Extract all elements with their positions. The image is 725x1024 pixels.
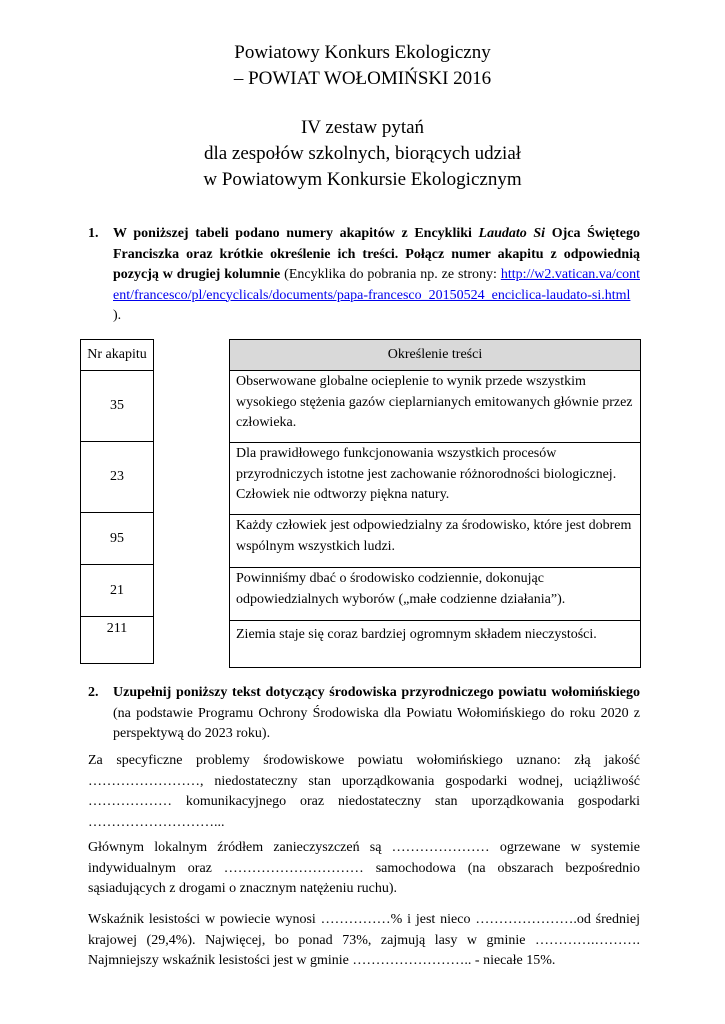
question-1-text	[113, 224, 640, 327]
paragraph-number-cell: 23	[81, 442, 154, 513]
question-1-italic: Laudato Si	[478, 226, 546, 241]
title-line-3: IV zestaw pytań	[300, 117, 425, 138]
question-1-end: ).	[113, 308, 122, 323]
paragraph-number-cell: 35	[81, 371, 154, 442]
fill-in-paragraph-3: Wskaźnik lesistości w powiecie wynosi ……………% i jest nieco ………………….od średniej krajowej (29,4%). Najwięcej, bo ponad 73%, zajmują lasy w gminie ………….………. Najmniejszy wskaźnik lesistości jest w gminie …………………….. - niecałe 15%.	[88, 912, 640, 968]
title-line-2: – POWIAT WOŁOMIŃSKI 2016	[233, 68, 492, 89]
question-1-bold-b: Ojca Świętego Franciszka oraz krótkie określenie ich treści. Połącz numer akapitu z odpowiednią pozycją w drugiej kolumnie	[113, 226, 640, 282]
content-description-cell: Każdy człowiek jest odpowiedzialny za środowisko, które jest dobrem wspólnym wszystkich ludzi.	[230, 515, 641, 568]
question-2-number: 2.	[88, 685, 99, 700]
content-description-header: Określenie treści	[230, 340, 641, 371]
paragraph-number-header: Nr akapitu	[81, 340, 154, 371]
content-description-cell: Dla prawidłowego funkcjonowania wszystkich procesów przyrodniczych istotne jest zachowanie różnorodności biologicznej. Człowiek nie odtworzy piękna natury.	[230, 443, 641, 515]
contest-title	[0, 40, 725, 92]
question-2-text	[113, 683, 640, 745]
paragraph-number-cell: 95	[81, 513, 154, 565]
title-line-4: dla zespołów szkolnych, biorących udział	[203, 143, 522, 164]
content-description-cell: Powinniśmy dbać o środowisko codziennie, dokonując odpowiedzialnych wyborów („małe codzienne działania”).	[230, 568, 641, 621]
question-1-normal: (Encyklika do pobrania np. ze strony:	[280, 267, 501, 282]
question-2-normal: (na podstawie Programu Ochrony Środowiska dla Powiatu Wołomińskiego do roku 2020 z perspektywą do 2023 roku).	[113, 705, 640, 741]
fill-in-paragraph-2: Głównym lokalnym źródłem zanieczyszczeń są ………………… ogrzewane w systemie indywidualnym oraz ………………………… samochodowa (na obszarach bezpośrednio sąsiadujących z drogami o znacznym natężeniu ruchu).	[88, 840, 640, 896]
encyclical-link[interactable]: http://w2.vatican.va/content/francesco/pl/encyclicals/documents/papa-francesco_20150524_enciclica-laudato-si.html	[113, 267, 640, 303]
title-line-5: w Powiatowym Konkursie Ekologicznym	[203, 169, 522, 190]
paragraph-number-cell: 211	[81, 617, 154, 664]
content-description-cell: Obserwowane globalne ocieplenie to wynik przede wszystkim wysokiego stężenia gazów cieplarnianych emitowanych głównie przez człowieka.	[230, 371, 641, 443]
title-line-1: Powiatowy Konkurs Ekologiczny	[234, 42, 491, 63]
content-description-table	[229, 339, 641, 668]
paragraph-number-cell: 21	[81, 565, 154, 617]
paragraph-number-table	[80, 339, 154, 664]
fill-in-paragraph-1: Za specyficzne problemy środowiskowe powiatu wołomińskiego uznano: złą jakość ……………………, niedostateczny stan uporządkowania gospodarki wodnej, uciążliwość ……………… komunikacyjnego oraz niedostateczny stan uporządkowania gospodarki ………………………...	[88, 753, 640, 830]
question-1-bold-a: W poniższej tabeli podano numery akapitów z Encykliki	[113, 226, 479, 241]
content-description-cell: Ziemia staje się coraz bardziej ogromnym składem nieczystości.	[230, 621, 641, 668]
question-2-bold: Uzupełnij poniższy tekst dotyczący środowiska przyrodniczego powiatu wołomińskiego	[113, 685, 640, 700]
question-set-title	[0, 115, 725, 193]
question-1-number: 1.	[88, 226, 99, 241]
